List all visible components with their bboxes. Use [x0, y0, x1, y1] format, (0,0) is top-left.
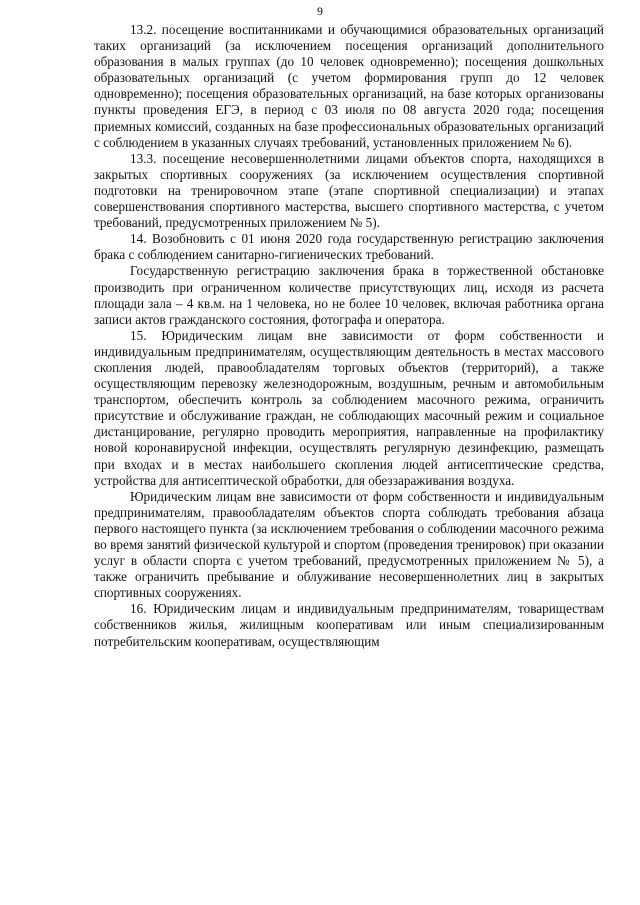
paragraph-14: 14. Возобновить с 01 июня 2020 года государственную регистрацию заключения брака с соблюдением санитарно-гигиенических требований. — [94, 231, 604, 263]
paragraph-13-2: 13.2. посещение воспитанниками и обучающимися образовательных организаций таких организаций (за исключением посещения организаций дополнительного образования в малых группах (до 10 человек одновременно); посещения дошкольных образовательных организаций (с учетом формирования групп до 12 человек одновременно); посещения образовательных организаций, на базе которых организованы пункты проведения ЕГЭ, в период с 03 июля по 08 августа 2020 года; посещения приемных комиссий, созданных на базе профессиональных образовательных организаций с соблюдением в указанных случаях требований, установленных приложением № 6). — [94, 22, 604, 150]
paragraph-15-sport-objects: Юридическим лицам вне зависимости от форм собственности и индивидуальным предпринимателям, правообладателям объектов спорта соблюдать требования абзаца первого настоящего пункта (за исключением требования о соблюдении масочного режима во время занятий физической культурой и спортом (проведения тренировок) при оказании услуг в области спорта с учетом требований, предусмотренных приложением № 5), а также ограничить пребывание и облуживание несовершеннолетних лиц в закрытых спортивных сооружениях. — [94, 488, 604, 601]
paragraph-13-3: 13.3. посещение несовершеннолетними лицами объектов спорта, находящихся в закрытых спортивных сооружениях (за исключением осуществления спортивной подготовки на тренировочном этапе (этапе спортивной специализации) и этапах совершенствования спортивного мастерства, высшего спортивного мастерства, с учетом требований, предусмотренных приложением № 5). — [94, 150, 604, 231]
paragraph-14-marriage-ceremony: Государственную регистрацию заключения брака в торжественной обстановке производить при ограниченном количестве присутствующих лиц, исходя из расчета площади зала – 4 кв.м. на 1 человека, но не более 10 человек, включая работника органа записи актов гражданского состояния, фотографа и оператора. — [94, 263, 604, 327]
page-number: 9 — [317, 4, 323, 18]
paragraph-15: 15. Юридическим лицам вне зависимости от форм собственности и индивидуальным предпринимателям, осуществляющим деятельность в местах массового скопления людей, правообладателям торговых объектов (территорий), а также осуществляющим перевозку железнодорожным, воздушным, речным и автомобильным транспортом, обеспечить контроль за соблюдением масочного режима, ограничить присутствие и обслуживание граждан, не соблюдающих масочный режим и социальное дистанцирование, регулярно проводить мероприятия, направленные на профилактику новой коронавирусной инфекции, осуществлять регулярную дезинфекцию, размещать при входах и в местах наибольшего скопления людей антисептические средства, устройства для антисептической обработки, для обеззараживания воздуха. — [94, 327, 604, 488]
document-body — [94, 22, 604, 650]
paragraph-16: 16. Юридическим лицам и индивидуальным предпринимателям, товариществам собственников жилья, жилищным кооперативам или иным специализированным потребительским кооперативам, осуществляющим — [94, 601, 604, 649]
